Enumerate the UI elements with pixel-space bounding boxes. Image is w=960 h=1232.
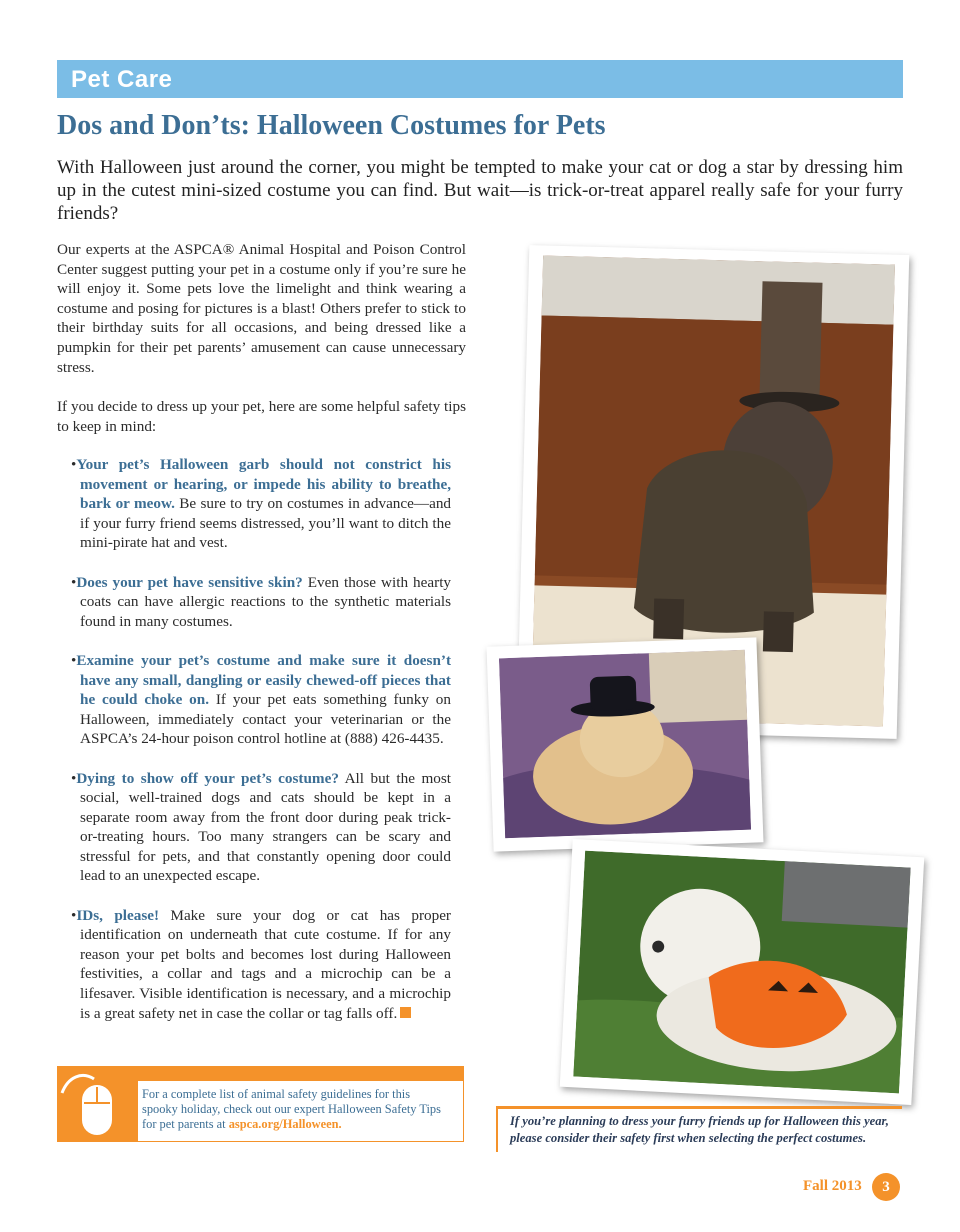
intro-paragraph-2: If you decide to dress up your pet, here are some helpful safety tips to keep in mind: bbox=[57, 398, 466, 435]
tip-body: Be sure to try on costumes in advance—and if your furry friend seems distressed, you’ll want to ditch the mini-pirate hat and vest. bbox=[80, 495, 452, 552]
issue-label: Fall 2013 bbox=[803, 1178, 862, 1194]
terrier-pumpkin-image bbox=[573, 851, 910, 1094]
page-number: 3 bbox=[872, 1173, 900, 1201]
tip-body: All but the most social, well-trained dogs and cats should be kept in a separate room away from the front door during peak trick-or-treating hours. Too many strangers can be scary and stressful for pets, and that constantly opening door could lead to an unexpected escape. bbox=[80, 769, 451, 885]
intro-column bbox=[57, 240, 466, 456]
cat-top-hat-photo bbox=[487, 637, 764, 851]
article-title: Dos and Don’ts: Halloween Costumes for Pets bbox=[57, 110, 606, 141]
tip-body: Make sure your dog or cat has proper identification on underneath that cute costume. If for any reason your pet bolts and becomes lost during Halloween festivities, a collar and tags and a microchip can be a lifesaver. Visible identification is necessary, and a microchip is a great safety net in case the collar or tag falls off. bbox=[80, 906, 451, 1022]
tip-item: •Your pet’s Halloween garb should not constrict his movement or hearing, or impede his ability to breathe, bark or meow. Be sure to try on costumes in advance—and if your furry friend seems distressed, you’ll want to ditch the mini-pirate hat and vest. bbox=[71, 456, 452, 552]
tip-lead: Your pet’s Halloween garb should not constrict his movement or hearing, or impede his ability to breathe, bark or meow. bbox=[76, 456, 451, 513]
tip-body: If your pet eats something funky on Halloween, immediately contact your veterinarian or the ASPCA’s 24-hour poison control hotline at (888) 426-4435. bbox=[80, 691, 451, 748]
photo-caption: If you’re planning to dress your furry friends up for Halloween this year, please consider their safety first when selecting the perfect costumes. bbox=[510, 1114, 889, 1145]
tip-item: •Does your pet have sensitive skin? Even those with hearty coats can have allergic reactions to the synthetic materials found in many costumes. bbox=[71, 573, 452, 630]
tip-lead: Does your pet have sensitive skin? bbox=[76, 573, 303, 591]
tips-list bbox=[71, 455, 451, 1043]
caption-rule bbox=[496, 1106, 902, 1109]
computer-mouse-icon bbox=[58, 1067, 138, 1141]
intro-paragraph-1: Our experts at the ASPCA® Animal Hospital and Poison Control Center suggest putting your pet in a costume only if you’re sure he will enjoy it. Some pets love the limelight and think wearing a costume and posing for pictures is a blast! Others prefer to stick to their birthday suits for all occasions, and being dressed like a pumpkin for their pet parents’ amusement can cause unnecessary stress. bbox=[57, 241, 466, 376]
callout-body: For a complete list of animal safety guidelines for this spooky holiday, check out our expert Halloween Safety Tips for pet parents at bbox=[142, 1087, 441, 1132]
tip-item: •Dying to show off your pet’s costume? All but the most social, well-trained dogs and cats should be kept in a separate room away from the front door during peak trick-or-treating hours. Too many strangers can be scary and stressful for pets, and that constantly opening door could lead to an unexpected escape. bbox=[71, 769, 451, 885]
caption-rule-left bbox=[496, 1106, 498, 1152]
tip-lead: Dying to show off your pet’s costume? bbox=[76, 769, 339, 787]
aspca-halloween-link[interactable]: aspca.org/Halloween. bbox=[228, 1117, 342, 1132]
tip-lead: IDs, please! bbox=[76, 906, 160, 924]
tip-body: Even those with hearty coats can have allergic reactions to the synthetic materials found in many costumes. bbox=[80, 573, 452, 630]
callout-text bbox=[142, 1087, 442, 1133]
end-of-article-mark bbox=[400, 1007, 411, 1018]
tip-item: •IDs, please! Make sure your dog or cat has proper identification on underneath that cute costume. If for any reason your pet bolts and becomes lost during Halloween festivities, a collar and tags and a microchip can be a lifesaver. Visible identification is necessary, and a microchip is a great safety net in case the collar or tag falls off. bbox=[71, 906, 451, 1022]
section-label: Pet Care bbox=[71, 66, 173, 93]
terrier-pumpkin-photo bbox=[560, 839, 924, 1105]
tip-lead: Examine your pet’s costume and make sure it doesn’t have any small, dangling or easily chewed-off pieces that he could choke on. bbox=[76, 651, 451, 709]
callout-icon-panel bbox=[58, 1067, 138, 1141]
safety-callout-box bbox=[57, 1066, 464, 1142]
section-banner bbox=[57, 60, 903, 98]
article-lede: With Halloween just around the corner, you might be tempted to make your cat or dog a star by dressing him up in the cutest mini-sized costume you can find. But wait—is trick-or-treat apparel really safe for your furry friends? bbox=[57, 157, 903, 224]
callout-top-band bbox=[138, 1067, 463, 1081]
cat-top-hat-image bbox=[499, 650, 751, 838]
tip-item: •Examine your pet’s costume and make sure it doesn’t have any small, dangling or easily chewed-off pieces that he could choke on. If your pet eats something funky on Halloween, immediately contact your veterinarian or the ASPCA’s 24-hour poison control hotline at (888) 426-4435. bbox=[71, 651, 451, 748]
